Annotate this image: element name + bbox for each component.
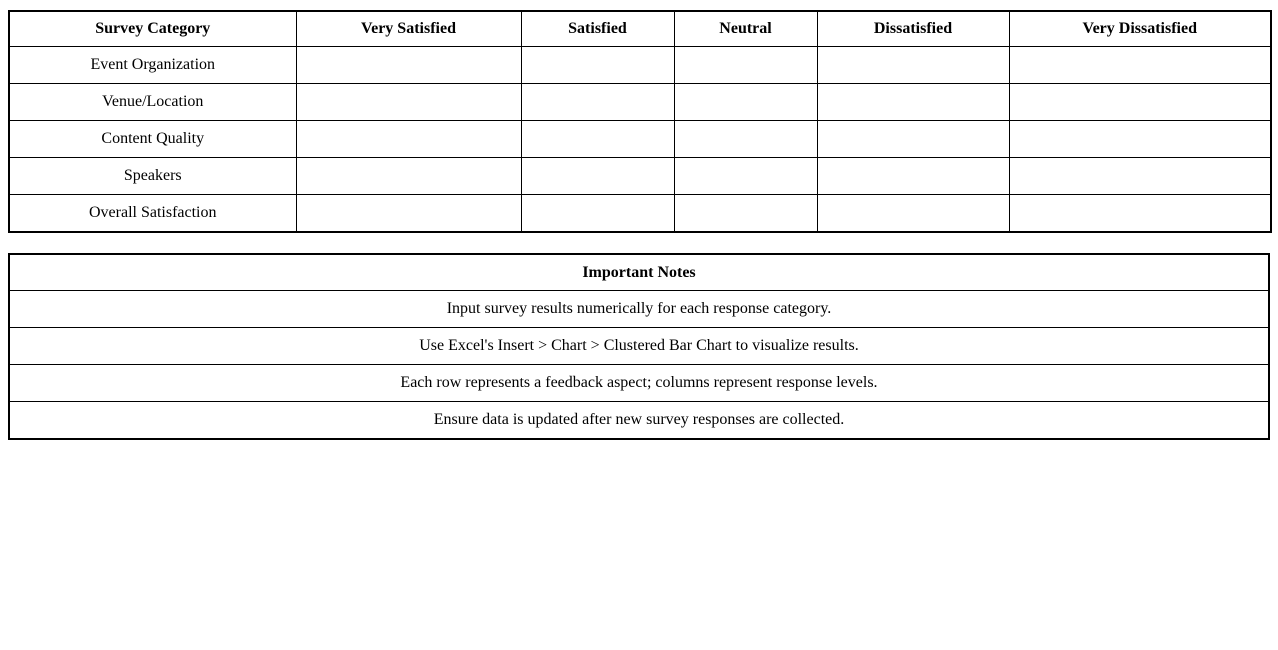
empty-value-cell [296, 47, 521, 84]
note-row [9, 402, 1269, 440]
empty-value-cell [1009, 47, 1271, 84]
header-neutral: Neutral [674, 11, 817, 47]
empty-value-cell [521, 158, 674, 195]
note-row [9, 291, 1269, 328]
empty-value-cell [817, 158, 1009, 195]
category-cell: Speakers [9, 158, 296, 195]
survey-header-row [9, 11, 1271, 47]
category-cell: Venue/Location [9, 84, 296, 121]
empty-value-cell [521, 195, 674, 233]
header-very-satisfied: Very Satisfied [296, 11, 521, 47]
empty-value-cell [674, 121, 817, 158]
note-text: Each row represents a feedback aspect; columns represent response levels. [9, 365, 1269, 402]
empty-value-cell [296, 195, 521, 233]
header-very-dissatisfied: Very Dissatisfied [1009, 11, 1271, 47]
header-dissatisfied: Dissatisfied [817, 11, 1009, 47]
empty-value-cell [296, 158, 521, 195]
note-text: Use Excel's Insert > Chart > Clustered Bar Chart to visualize results. [9, 328, 1269, 365]
category-cell: Event Organization [9, 47, 296, 84]
note-row [9, 328, 1269, 365]
table-row-content-quality [9, 121, 1271, 158]
empty-value-cell [674, 47, 817, 84]
note-text: Input survey results numerically for each response category. [9, 291, 1269, 328]
empty-value-cell [521, 84, 674, 121]
note-text: Ensure data is updated after new survey responses are collected. [9, 402, 1269, 440]
empty-value-cell [521, 121, 674, 158]
empty-value-cell [296, 121, 521, 158]
empty-value-cell [296, 84, 521, 121]
header-satisfied: Satisfied [521, 11, 674, 47]
notes-header-row [9, 254, 1269, 291]
empty-value-cell [1009, 195, 1271, 233]
table-row-venue-location [9, 84, 1271, 121]
empty-value-cell [674, 195, 817, 233]
note-row [9, 365, 1269, 402]
empty-value-cell [1009, 84, 1271, 121]
empty-value-cell [817, 195, 1009, 233]
empty-value-cell [817, 84, 1009, 121]
table-row-overall-satisfaction [9, 195, 1271, 233]
empty-value-cell [1009, 158, 1271, 195]
category-cell: Content Quality [9, 121, 296, 158]
empty-value-cell [674, 158, 817, 195]
important-notes-table [8, 253, 1270, 440]
empty-value-cell [1009, 121, 1271, 158]
table-row-event-organization [9, 47, 1271, 84]
empty-value-cell [521, 47, 674, 84]
empty-value-cell [817, 121, 1009, 158]
empty-value-cell [674, 84, 817, 121]
survey-table [8, 10, 1272, 233]
table-row-speakers [9, 158, 1271, 195]
notes-title: Important Notes [9, 254, 1269, 291]
category-cell: Overall Satisfaction [9, 195, 296, 233]
header-survey-category: Survey Category [9, 11, 296, 47]
empty-value-cell [817, 47, 1009, 84]
